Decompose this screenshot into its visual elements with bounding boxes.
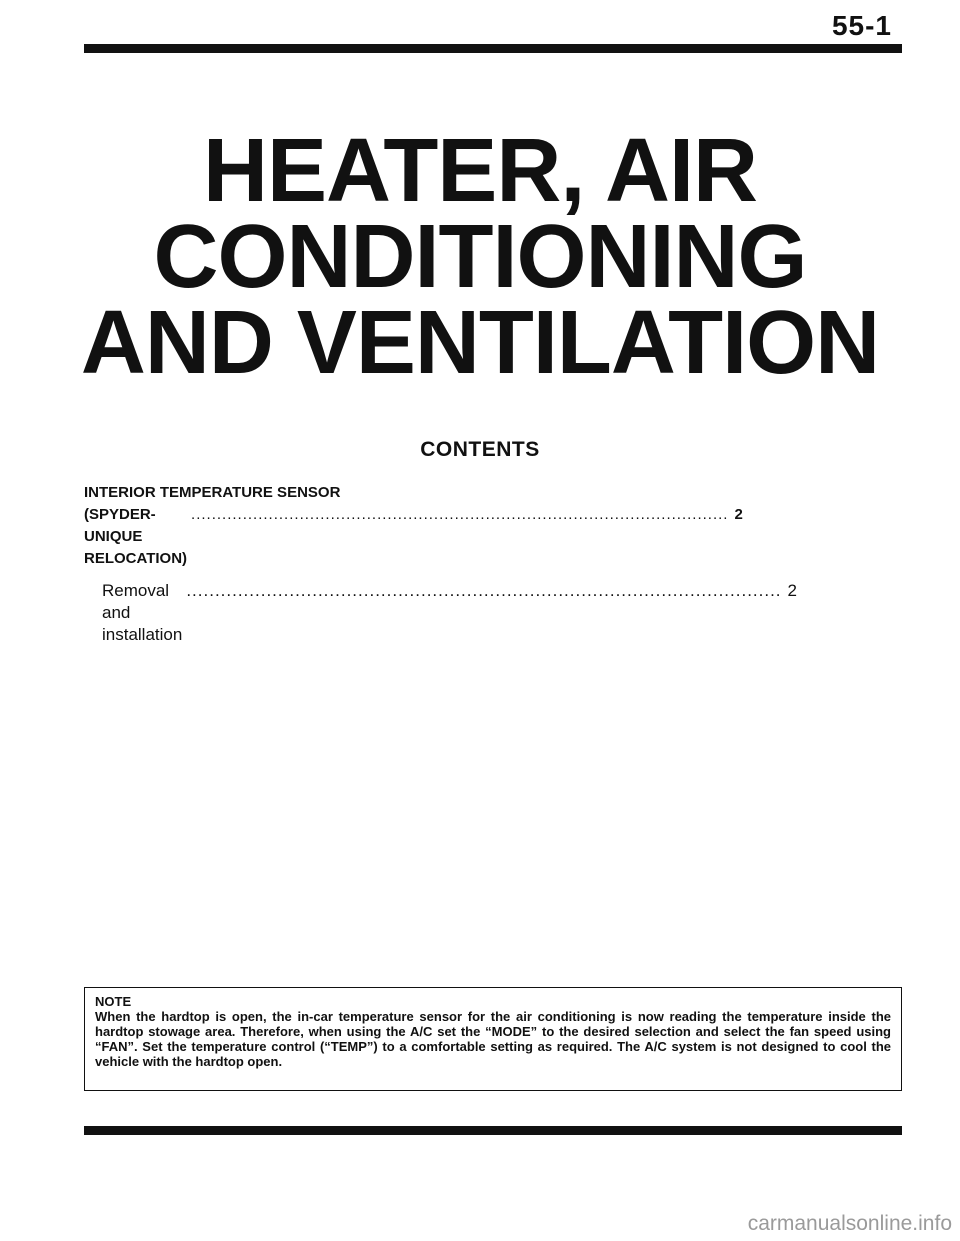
chapter-title: [0, 121, 960, 393]
chapter-title-line-3: AND VENTILATION: [80, 293, 880, 393]
toc-leader-dots: ........................................................................................................: [186, 581, 782, 600]
note-body: When the hardtop is open, the in-car temperature sensor for the air conditioning is now reading the temperature inside the hardtop stowage area. Therefore, when using the A/C set the “MODE” to the desired selection and select the fan speed using “FAN”. Set the temperature control (“TEMP”) to a comfortable setting as required. The A/C system is not designed to cool the vehicle with the hardtop open.: [95, 1009, 891, 1069]
contents-heading: CONTENTS: [420, 438, 540, 461]
chapter-title-line-2: CONDITIONING: [153, 207, 807, 307]
toc-leader-dots: ........................................................................................................: [191, 506, 729, 523]
page-number: 55-1: [831, 10, 892, 41]
chapter-title-line-1: HEATER, AIR: [202, 121, 757, 221]
table-of-contents: [84, 482, 798, 646]
toc-entry-1[interactable]: [84, 504, 743, 570]
toc-entry-2[interactable]: [84, 580, 798, 646]
note-title: NOTE: [95, 994, 132, 1009]
toc-entry-1-page: 2: [734, 506, 743, 523]
watermark: carmanualsonline.info: [747, 1212, 952, 1235]
note-box: [84, 987, 902, 1091]
bottom-rule: [84, 1126, 902, 1135]
toc-entry-2-title: Removal and installation: [102, 581, 183, 644]
toc-entry-1-title-line-1: INTERIOR TEMPERATURE SENSOR: [84, 484, 341, 501]
toc-entry-2-page: 2: [787, 581, 798, 600]
top-rule: [84, 44, 902, 53]
toc-entry-1-title-line-2: (SPYDER-UNIQUE RELOCATION): [84, 506, 188, 567]
